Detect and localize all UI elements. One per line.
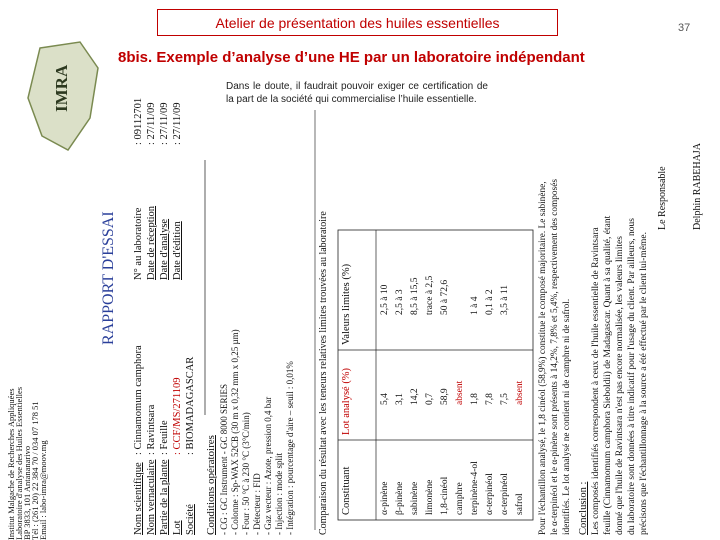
id-value: : CCF/MS/271109 [172,377,183,455]
condition-line: - CG : GC Instrument - GC 8000 SERIES [219,383,229,535]
slide-title: Atelier de présentation des huiles essentielles [215,14,500,31]
condition-line: - Gaz vecteur : Azote, pression 0,4 bar [263,396,273,535]
lab-line-2: Laboratoire d'analyse des Huiles Essentielles [14,386,24,540]
table-cell: 0,7 [425,393,435,405]
condition-line: - Injection : mode split [274,453,284,535]
lab-info-value: : 09112701 [133,97,144,145]
table-cell: absent [515,380,525,405]
report-paragraph-line: identifiés. Le lot analysé ne contient ni de camphre ni de safrol. [562,298,572,535]
table-cell: 5,4 [380,393,390,405]
table-row: α-terpinéol [485,473,495,515]
lab-line-5: Email : labo-imra@moov.mg [38,440,48,540]
note-text: Dans le doute, il faudrait pouvoir exiger ce certification de la part de la société qui commercialise l’huile essentielle. [226,81,488,105]
slide-title-box [157,9,558,36]
responsible-name: Delphin RABEHAJA [692,143,703,230]
id-label: Nom scientifique [133,462,144,535]
table-cell: 7,8 [485,393,495,405]
logo-text: IMRA [52,64,71,112]
table-header: Valeurs limites (%) [341,263,352,345]
table-row: camphre [455,482,465,515]
report-heading: RAPPORT D'ESSAI [100,211,117,345]
id-label: Nom vernaculaire [146,459,157,535]
id-value: : BIOMADAGASCAR [185,356,196,455]
table-cell: 3,5 à 11 [500,285,510,315]
table-row: 1,8-cinéol [440,476,450,515]
table-cell: trace à 2,5 [425,275,435,315]
conditions-title: Conditions opératoires [205,435,217,535]
table-cell: 58,9 [440,388,450,405]
lab-info-value: : 27/11/09 [159,102,170,145]
responsible-label: Le Responsable [657,166,668,230]
condition-line: - Détecteur : FID [252,473,262,535]
condition-line: - Four : 50 °C à 230 °C (3°C/min) [241,412,251,535]
table-cell: 2,5 à 3 [395,289,405,315]
table-cell: 50 à 72,6 [440,279,450,315]
id-label: Société [185,504,196,535]
id-value: : Feuille [159,420,170,455]
condition-line: - Colonne : Sp-WAX 52CB (30 m x 0,32 mm x 0,25 µm) [230,329,240,535]
lab-info-value: : 27/11/09 [146,102,157,145]
table-cell: 0,1 à 2 [485,289,495,315]
lab-line-3: BP 3833, 101 Antananarivo [22,445,32,540]
condition-line: - Intégration : pourcentage d'aire – seuil : 0,01% [285,361,295,535]
lab-info-label: Date de réception [146,205,157,280]
table-row: α-terpinéol [500,473,510,515]
conclusion-line: donné que l'huile de Ravintsara n'est pas encore normalisée, les valeurs limites [615,236,625,535]
table-row: α-pinène [380,481,390,515]
table-row: β-pinène [395,481,405,515]
table-header: Constituant [341,466,352,515]
id-value: : Cinnamomum camphora [133,345,144,455]
conclusion-line: feuille (Cinnamomum camphora Sieboldii) de Madagascar. Quant à sa qualité, étant [603,215,613,535]
table-row: limonène [425,479,435,515]
table-row: terpinène-4-ol [470,461,480,515]
table-cell: 2,5 à 10 [380,284,390,315]
table-header: Lot analysé (%) [341,367,352,435]
table-cell: 1 à 4 [470,296,480,315]
table-cell: 8,5 à 15,5 [410,277,420,315]
table-cell: 7,5 [500,393,510,405]
slide-subtitle: 8bis. Exemple d’analyse d’une HE par un laboratoire indépendant [118,49,585,66]
lab-info-label: N° au laboratoire [133,207,144,280]
conclusion-line: Les composés identifiés correspondent à ceux de l'huile essentielle de Ravintsara [591,227,601,535]
lab-line-1: Institut Malgache de Recherches Appliquées [6,388,16,540]
comparison-title: Comparaison du résultat avec les teneurs relatives limites trouvées au laboratoire [318,211,329,535]
conclusion-line: du laboratoire sont données à titre indicatif pour l'usage du client. Par ailleurs, nous [627,218,637,535]
id-label: Lot [172,520,183,535]
table-cell: 1,8 [470,393,480,405]
report-paragraph-line: le α-terpinéol et le α-pinène sont présents à 14,2%, 7,8% et 5,4%, respectivement des composés [550,179,560,535]
scanned-report [0,64,720,540]
id-label: Partie de la plante [159,459,170,535]
conclusion-line: précisons que l'échantillonnage à la source a été effectué par le client lui-même. [639,231,649,535]
table-row: sabinène [410,481,420,515]
lab-info-value: : 27/11/09 [172,102,183,145]
table-cell: absent [455,380,465,405]
id-value: : Ravintsara [146,404,157,455]
conclusion-title: Conclusion : [578,481,589,535]
page-number: 37 [678,22,691,34]
table-row: safrol [515,493,525,515]
lab-info-label: Date d'édition [172,221,183,280]
lab-info-label: Date d'analyse [159,218,170,280]
table-cell: 3,1 [395,393,405,405]
lab-line-4: Tél : (261 20) 22 384 70 / 034 07 178 51 [30,401,40,540]
report-paragraph-line: Pour l'échantillon analysé, le 1,8 cinéol (58,9%) constitue le composé majoritaire. Le sabinène, [538,181,548,535]
table-cell: 14,2 [410,388,420,405]
